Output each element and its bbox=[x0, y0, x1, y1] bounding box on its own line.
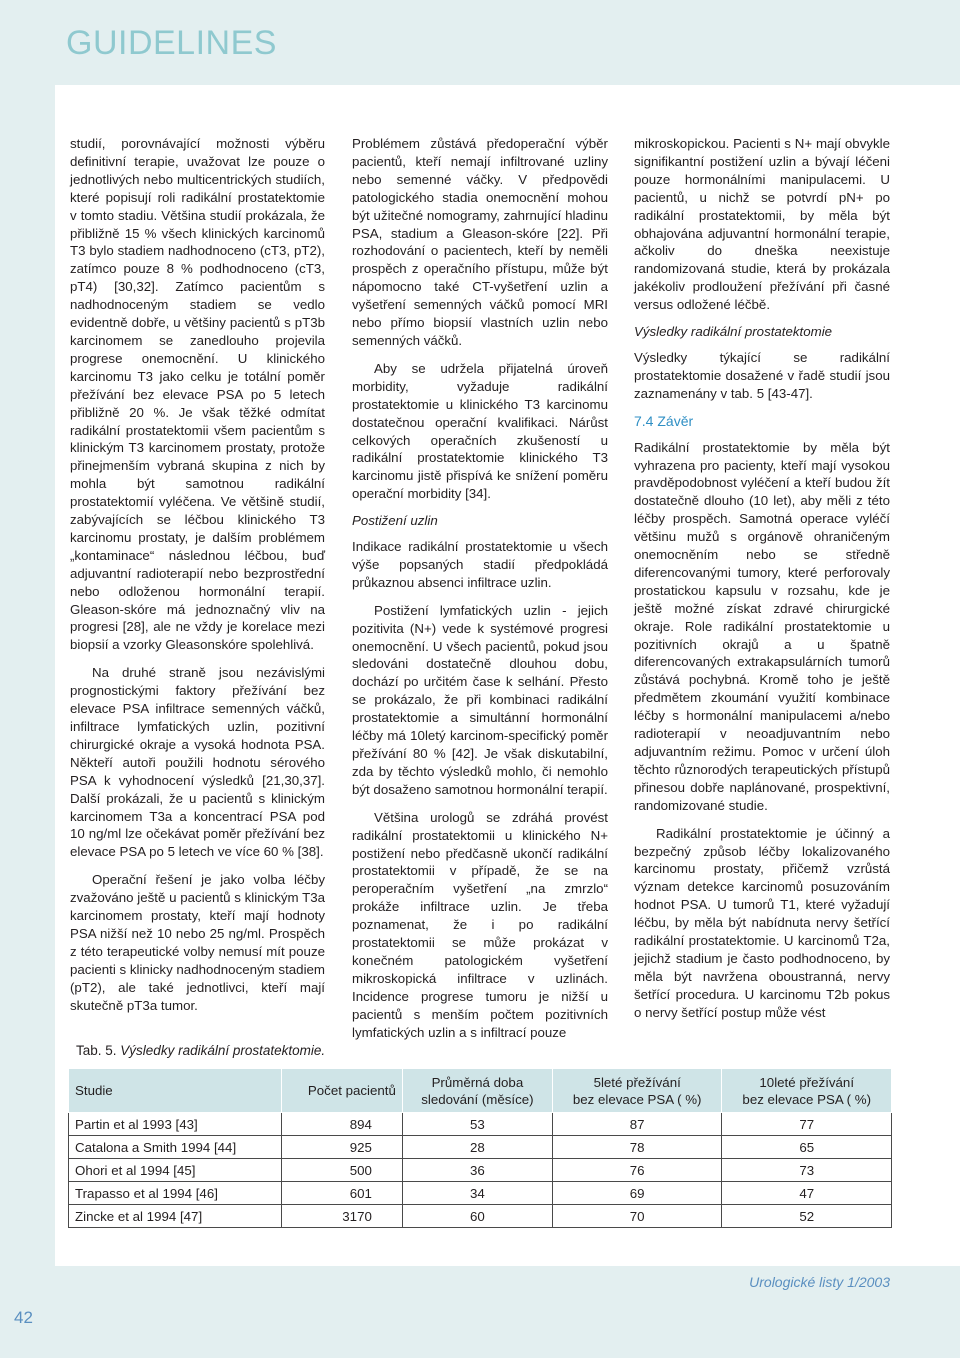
page-number: 42 bbox=[14, 1308, 33, 1327]
table-cell: 894 bbox=[282, 1113, 403, 1136]
paragraph: Radikální prostatektomie je účinný a bezpečný způsob léčby lokalizovaného karcinomu prostaty, přičemž vzrůstá význam detekce karcinomů posuzováním hodnot PSA. U tumorů T1, které vyžadují léčbu, by měla být nabídnuta nervy šetřící radikální prostatektomie. U karcinomů T2a, jejichž stadium je často podhodnoceno, by měla být navržena oboustranná, nervy šetřící procedura. U karcinomu T2b pokus o nervy šetřící postup může vést bbox=[634, 825, 890, 1020]
table-cell: 53 bbox=[402, 1113, 552, 1136]
header-line: bez elevace PSA ( %) bbox=[742, 1091, 872, 1107]
table-cell: 70 bbox=[552, 1205, 722, 1228]
table-header-cell bbox=[722, 1069, 892, 1113]
subheading: Výsledky radikální prostatektomie bbox=[634, 324, 833, 340]
header-line: bez elevace PSA ( %) bbox=[572, 1091, 702, 1107]
header-line: Průměrná doba bbox=[431, 1074, 524, 1090]
table-cell: 500 bbox=[282, 1159, 403, 1182]
text-column-3 bbox=[634, 135, 890, 1022]
paragraph: Indikace radikální prostatektomie u všech výše popsaných stadií předpokládá průkaznou absenci infiltrace uzlin. bbox=[352, 539, 608, 590]
table-header-cell bbox=[69, 1069, 282, 1113]
section-title: GUIDELINES bbox=[66, 24, 277, 62]
table-cell: 28 bbox=[402, 1136, 552, 1159]
table-row bbox=[69, 1159, 892, 1182]
results-table bbox=[68, 1068, 892, 1228]
table-header-cell bbox=[282, 1069, 403, 1113]
paragraph: Postižení lymfatických uzlin - jejich pozitivita (N+) vede k systémové progresi onemocnění. U všech pacientů, pokud jsou sledováni dostatečně dlouhou dobu, dochází po určitém čase k selhání. Přesto se prokázalo, že při kombinaci radikální prostatektomie a simultánní hormonální léčby má 10letý karcinom-specifický poměr přežívání 80 % [42]. Je však diskutabilní, zda by těchto výsledků mohlo, či nemohlo být dosaženo samotnou hormonální terapií. bbox=[352, 602, 608, 797]
table-caption bbox=[76, 1043, 325, 1058]
left-margin-band bbox=[0, 85, 55, 1358]
table-cell: 69 bbox=[552, 1182, 722, 1205]
table-cell: 925 bbox=[282, 1136, 403, 1159]
paragraph: Aby se udržela přijatelná úroveň morbidity, vyžaduje radikální prostatektomie u klinického T3 karcinomu dostatečnou operační kvalifikaci. Nárůst celkových operačních zkušeností u radikální prostatektomie klinického T3 karcinomu jistě přispívá ke snížení poměru operační morbidity [34]. bbox=[352, 360, 608, 502]
paragraph: Problémem zůstává předoperační výběr pacientů, kteří nemají infiltrované uzliny nebo semenné váčky. V předpovědi patologického stadia onemocnění mohou být užitečné nomogramy, zahrnující hladinu PSA, stadium a Gleason-skóre [22]. Při rozhodování o pacientech, kteří by neměli prospěch z operačního přístupu, může být nápomocno také CT-vyšetření uzlin a vyšetření semenných váčků pomocí MRI nebo přímo biopsií vlastních uzlin nebo semenných váčků. bbox=[352, 136, 608, 348]
text-column-1 bbox=[70, 135, 325, 1015]
paragraph: studií, porovnávající možnosti výběru definitivní terapie, uvažovat lze pouze o jednotlivých nebo multicentrických studiích, které popisují roli radikální prostatektomie v tomto stadiu. Většina studií prokázala, že přibližně 15 % všech klinických karcinomů T3 bylo stadiem nadhodnoceno (cT3, pT2), zatímco pouze 8 % podhodnoceno (cT3, pT4) [30,32]. Zatímco pacientům s nadhodnoceným stadiem se vedlo evidentně dobře, u většiny pacientů s pT3b karcinomem se zanedlouho projevila progrese onemocnění. U klinického karcinomu T3 jako celku je totální poměr přežívání bez elevace PSA po 5 letech přibližně 20 %. Je však těžké odmítat radikální prostatektomii všem pacientům s klinickým T3 karcinomem prostaty, protože přinejmenším vybraná skupina z nich by mohla být samotnou radikální prostatektomií vyléčena. Ve většině studií, zabývajících se léčbou klinického T3 karcinomu prostaty, je dalším problémem „kontaminace“ následnou léčbou, buď adjuvantní radioterapií nebo bezprostřední nebo odloženou hormonální terapií. Gleason-skóre má jednoznačný vliv na progresi [28], ale ne vždy je korelace mezi biopsií a vzorky Gleasonskóre spolehlivá. bbox=[70, 136, 325, 653]
table-cell: Zincke et al 1994 [47] bbox=[69, 1205, 282, 1228]
table-row bbox=[69, 1205, 892, 1228]
table-cell: 3170 bbox=[282, 1205, 403, 1228]
paragraph: Na druhé straně jsou nezávislými prognostickými faktory přežívání bez elevace PSA infiltrace semenných váčků, infiltrace lymfatických uzlin, pozitivní chirurgické okraje a vysoká hodnota PSA. Někteří autoři použili hodnotu sérového PSA k vyhodnocení výsledků [21,30,37]. Další prokázali, že u pacientů s klinickým karcinomem T3a a koncentrací PSA pod 10 ng/ml lze očekávat poměr přežívání bez elevace PSA po 5 letech ve více 60 % [38]. bbox=[70, 665, 325, 860]
table-header-cell bbox=[402, 1069, 552, 1113]
paragraph: Radikální prostatektomie by měla být vyhrazena pro pacienty, kteří mají vysokou pravděpodobnost vyléčení a kteří budou žít dostatečně dlouho (10 let), aby měli z této léčby prospěch. Samotná operace vyléčí většinu mužů s orgánově ohraničeným onemocněním nebo se středně diferencovanými tumory, které perforovaly prostatickou kapsulu v rozsahu, kde je ještě možné získat zdravé chirurgické okraje. Role radikální prostatektomie u pozitivních okrajů a u špatně diferencovaných extrakapsulárních tumorů zůstává pochybná. Kromě toho je ještě předmětem zkoumání využití kombinace léčby s hormonální manipulacemi a/nebo radioterapií v neoadjuvantním nebo adjuvantním režimu. Pomoc v určení úloh těchto různorodých terapeutických přístupů přinesou dobře naplánované, prospektivní, randomizované studie. bbox=[634, 439, 890, 813]
table-cell: Catalona a Smith 1994 [44] bbox=[69, 1136, 282, 1159]
table-row bbox=[69, 1136, 892, 1159]
paragraph: mikroskopickou. Pacienti s N+ mají obvykle signifikantní postižení uzlin a bývají léčeni pouze hormonálními manipulacemi. U pacientů, u nichž se potvrdí pN+ po radikální prostatektomii, by měla být obhajována adjuvantní hormonální terapie, ačkoliv do dneška neexistuje randomizovaná studie, která by prokázala jakékoliv prodloužení přežívání při časné versus odložené léčbě. bbox=[634, 136, 890, 313]
header-line: Studie bbox=[75, 1083, 113, 1098]
table-row bbox=[69, 1113, 892, 1136]
paragraph: Operační řešení je jako volba léčby zvažováno ještě u pacientů s klinickým T3a karcinomem prostaty, kteří mají hodnoty PSA nižší než 10 nebo 25 ng/ml. Prospěch z této terapeutické volby nemusí mít pouze pacienti s klinicky nadhodnoceným stadiem (pT2), ale také jednotlivci, kteří mají skutečně pT3a tumor. bbox=[70, 872, 325, 1013]
table-cell: Trapasso et al 1994 [46] bbox=[69, 1182, 282, 1205]
journal-name: Urologické listy 1/2003 bbox=[749, 1274, 890, 1290]
table-cell: 47 bbox=[722, 1182, 892, 1205]
section-heading: 7.4 Závěr bbox=[634, 412, 694, 429]
paragraph: Většina urologů se zdráhá provést radikální prostatektomii u klinického N+ postižení nebo předčasně ukončí radikální prostatektomii v případě, že se na peroperačním vyšetření „na zmrzlo“ prokáže infiltrace uzlin. Je třeba poznamenat, že i po radikální prostatektomii se může prokázat v konečném patologickém vyšetření mikroskopická infiltrace v uzlinách. Incidence progrese tumoru je nižší u pacientů s menším počtem pozitivních lymfatických uzlin a s infiltrací pouze bbox=[352, 809, 608, 1040]
table-cell: 52 bbox=[722, 1205, 892, 1228]
text-column-2 bbox=[352, 135, 608, 1042]
table-cell: Ohori et al 1994 [45] bbox=[69, 1159, 282, 1182]
header-line: 10leté přežívání bbox=[759, 1074, 855, 1090]
table-header-cell bbox=[552, 1069, 722, 1113]
table-cell: 601 bbox=[282, 1182, 403, 1205]
table-cell: 73 bbox=[722, 1159, 892, 1182]
table-cell: 76 bbox=[552, 1159, 722, 1182]
table-cell: Partin et al 1993 [43] bbox=[69, 1113, 282, 1136]
table-cell: 34 bbox=[402, 1182, 552, 1205]
table-cell: 87 bbox=[552, 1113, 722, 1136]
header-line: 5leté přežívání bbox=[593, 1074, 681, 1090]
subheading: Postižení uzlin bbox=[352, 513, 438, 529]
table-row bbox=[69, 1182, 892, 1205]
header-line: Počet pacientů bbox=[307, 1083, 396, 1098]
table-cell: 60 bbox=[402, 1205, 552, 1228]
table-caption-label: Tab. 5. bbox=[76, 1043, 117, 1058]
table-caption-title: Výsledky radikální prostatektomie. bbox=[120, 1043, 326, 1058]
table-cell: 65 bbox=[722, 1136, 892, 1159]
header-line: sledování (měsíce) bbox=[421, 1091, 534, 1107]
table-cell: 77 bbox=[722, 1113, 892, 1136]
table-header-row bbox=[69, 1069, 892, 1113]
table-cell: 78 bbox=[552, 1136, 722, 1159]
paragraph: Výsledky týkající se radikální prostatektomie dosažené v řadě studií jsou zaznamenány v tab. 5 [43-47]. bbox=[634, 349, 890, 401]
table-cell: 36 bbox=[402, 1159, 552, 1182]
